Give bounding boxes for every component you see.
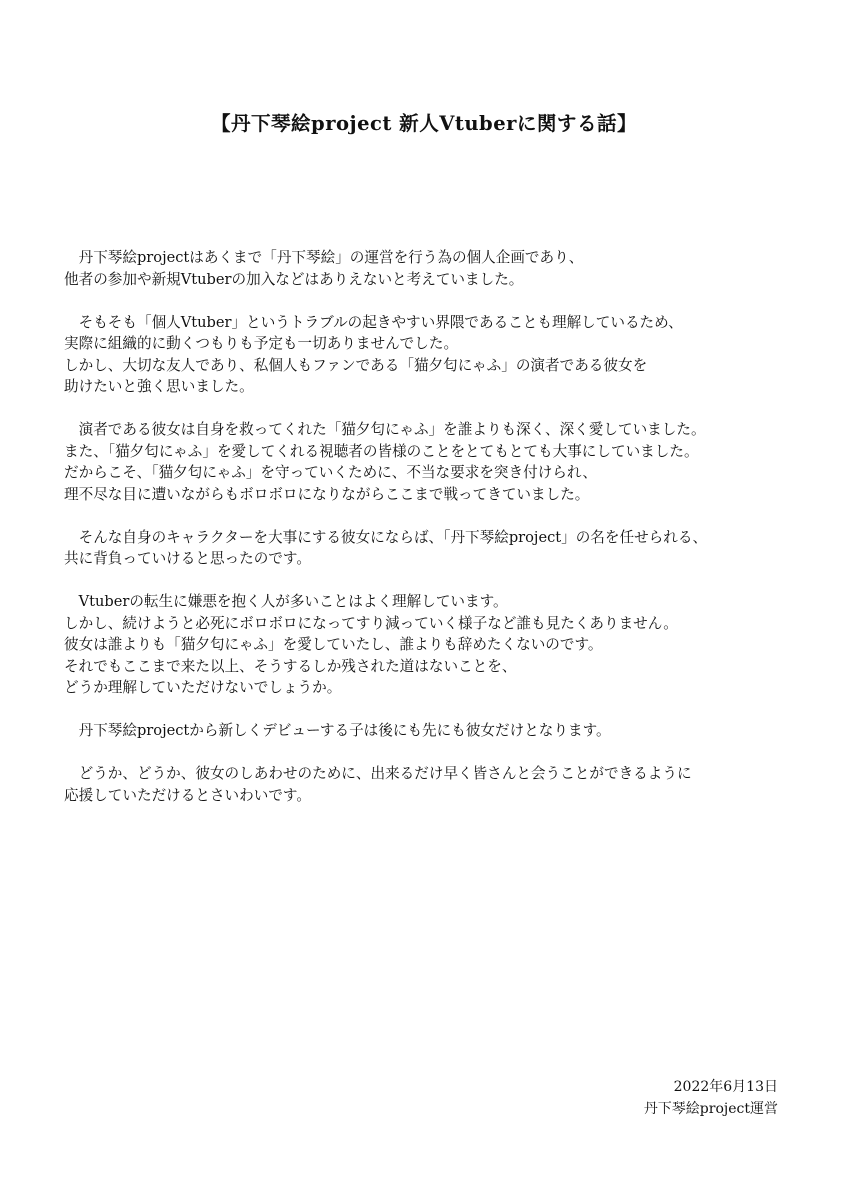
body-line: そもそも「個人Vtuber」というトラブルの起きやすい界隈であることも理解しているため、 xyxy=(64,313,683,331)
body-paragraph xyxy=(64,419,824,505)
body-line: しかし、大切な友人であり、私個人もファンである「猫夕匂にゃふ」の演者である彼女を xyxy=(64,356,648,374)
body-line: しかし、続けようと必死にボロボロになってすり減っていく様子など誰も見たくありません。 xyxy=(64,614,678,632)
body-paragraph xyxy=(64,763,824,806)
body-line: 丹下琴絵projectから新しくデビューする子は後にも先にも彼女だけとなります。 xyxy=(64,722,611,739)
body-line: それでもここまで来た以上、そうするしか残された道はないことを、 xyxy=(64,657,517,675)
body-line: 実際に組織的に動くつもりも予定も一切ありませんでした。 xyxy=(64,335,459,352)
signature-block xyxy=(644,1076,778,1120)
body-paragraph xyxy=(64,247,824,290)
document-body xyxy=(64,247,824,828)
body-paragraph xyxy=(64,720,824,742)
body-line: 演者である彼女は自身を救ってくれた「猫夕匂にゃふ」を誰よりも深く、深く愛していました。 xyxy=(64,421,706,438)
body-line: 理不尽な目に遭いながらもボロボロになりながらここまで戦ってきていました。 xyxy=(64,485,590,503)
document-signature: 丹下琴絵project運営 xyxy=(643,1101,778,1117)
body-line: そんな自身のキャラクターを大事にする彼女にならば、「丹下琴絵project」の名を任せられる、 xyxy=(64,528,708,546)
body-paragraph xyxy=(64,527,824,570)
body-line: 他者の参加や新規Vtuberの加入などはありえないと考えていました。 xyxy=(64,270,524,288)
body-paragraph xyxy=(64,591,824,699)
body-line: Vtuberの転生に嫌悪を抱く人が多いことはよく理解しています。 xyxy=(64,593,508,610)
body-line: 応援していただけるとさいわいです。 xyxy=(64,786,311,804)
body-line: だからこそ、「猫夕匂にゃふ」を守っていくために、不当な要求を突き付けられ、 xyxy=(64,464,597,481)
body-line: どうか理解していただけないでしょうか。 xyxy=(64,679,342,696)
body-line: また、「猫夕匂にゃふ」を愛してくれる視聴者の皆様のことをとてもとても大事にしていました。 xyxy=(64,442,699,460)
document-date: 2022年6月13日 xyxy=(673,1079,778,1095)
body-line: 彼女は誰よりも「猫夕匂にゃふ」を愛していたし、誰よりも辞めたくないのです。 xyxy=(64,636,603,653)
document-title: 【丹下琴絵project 新人Vtuberに関する話】 xyxy=(210,112,637,135)
body-line: どうか、どうか、彼女のしあわせのために、出来るだけ早く皆さんと会うことができるように xyxy=(64,765,692,782)
body-line: 共に背負っていけると思ったのです。 xyxy=(64,550,311,567)
body-line: 丹下琴絵projectはあくまで「丹下琴絵」の運営を行う為の個人企画であり、 xyxy=(64,249,584,266)
body-line: 助けたいと強く思いました。 xyxy=(64,378,254,395)
body-paragraph xyxy=(64,312,824,398)
